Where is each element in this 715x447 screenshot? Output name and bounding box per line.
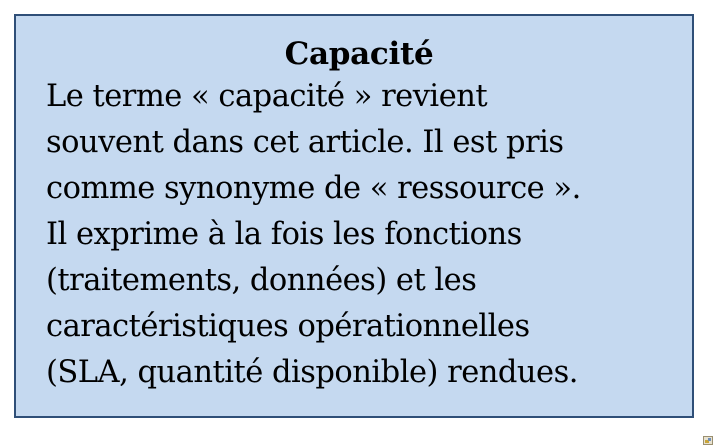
- body-line: (traitements, données) et les: [46, 263, 477, 298]
- body-line: caractéristiques opérationnelles: [46, 309, 530, 344]
- body-line: souvent dans cet article. Il est pris: [46, 125, 564, 160]
- box-title: Capacité: [284, 36, 434, 72]
- capacity-definition-box: [14, 14, 694, 418]
- body-line: Il exprime à la fois les fonctions: [46, 217, 522, 252]
- body-line: (SLA, quantité disponible) rendues.: [46, 355, 578, 390]
- body-line: Le terme « capacité » revient: [46, 79, 488, 114]
- resize-corner-icon[interactable]: [703, 436, 713, 445]
- body-line: comme synonyme de « ressource ».: [46, 171, 581, 206]
